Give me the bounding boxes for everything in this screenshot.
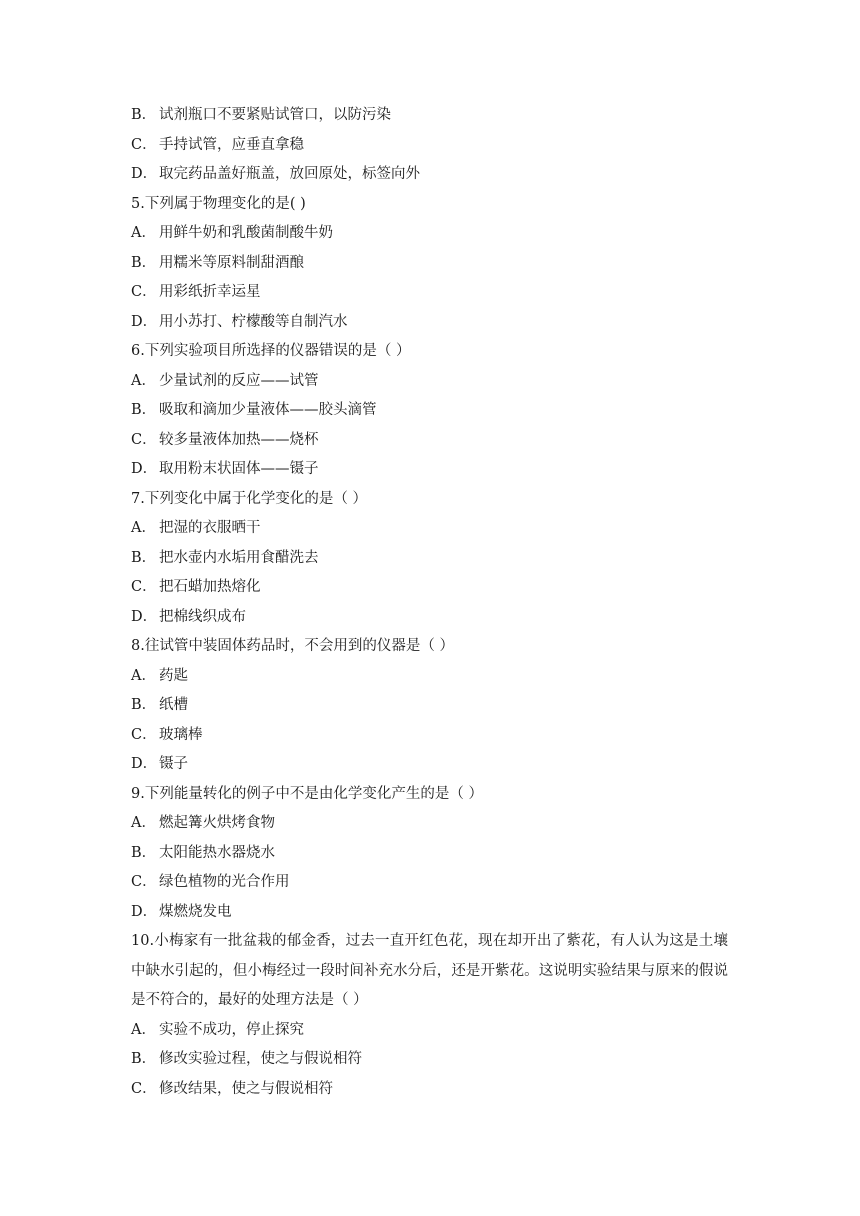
question-list	[131, 101, 731, 1104]
option-b	[131, 396, 731, 426]
option-text: 燃起篝火烘烤食物	[159, 815, 275, 831]
option-text: 镊子	[159, 756, 188, 772]
question-stem: 9.下列能量转化的例子中不是由化学变化产生的是（ ）	[131, 785, 483, 802]
option-letter: C．	[131, 1080, 157, 1097]
option-letter: C．	[131, 726, 157, 743]
option-b	[131, 1045, 731, 1075]
option-letter: B．	[131, 402, 157, 418]
option-a	[131, 367, 731, 397]
option-letter: D．	[131, 756, 158, 772]
option-b	[131, 691, 731, 721]
option-text: 少量试剂的反应——试管	[159, 372, 319, 389]
option-d	[131, 455, 731, 485]
option-letter: B．	[131, 254, 157, 271]
option-text: 把湿的衣服晒干	[159, 520, 261, 536]
question-7	[131, 485, 731, 633]
option-text: 纸槽	[159, 697, 188, 713]
option-letter: D．	[131, 166, 158, 182]
option-text: 太阳能热水器烧水	[159, 844, 275, 861]
option-letter: C．	[131, 284, 157, 300]
option-letter: A．	[131, 372, 156, 389]
option-text: 用糯米等原料制甜酒酿	[159, 254, 304, 271]
question-stem: 10.小梅家有一批盆栽的郁金香，过去一直开红色花，现在却开出了紫花，有人认为这是土壤中缺水引起的，但小梅经过一段时间补充水分后，还是开紫花。这说明实验结果与原来的假说是不符合的，最好的处理方法是（ ）	[131, 933, 728, 1008]
option-text: 绿色植物的光合作用	[159, 874, 290, 890]
question-stem: 7.下列变化中属于化学变化的是（ ）	[131, 490, 367, 507]
option-text: 用鲜牛奶和乳酸菌制酸牛奶	[159, 225, 333, 241]
option-text: 取完药品盖好瓶盖，放回原处，标签向外	[159, 166, 420, 182]
option-c	[131, 868, 731, 898]
option-c	[131, 721, 731, 751]
option-text: 取用粉末状固体——镊子	[159, 461, 319, 477]
option-d	[131, 750, 731, 780]
option-letter: C．	[131, 579, 157, 595]
option-a	[131, 219, 731, 249]
option-letter: A．	[131, 815, 156, 831]
option-letter: B．	[131, 549, 157, 566]
option-text: 把石蜡加热熔化	[159, 579, 261, 595]
option-letter: C．	[131, 431, 157, 448]
question-4-options	[131, 101, 731, 190]
option-text: 用彩纸折幸运星	[159, 284, 261, 300]
option-letter: C．	[131, 874, 157, 890]
question-5	[131, 190, 731, 338]
question-stem: 5.下列属于物理变化的是( )	[131, 195, 306, 212]
option-c	[131, 1075, 731, 1105]
option-d	[131, 160, 731, 190]
question-9	[131, 780, 731, 928]
question-stem: 6.下列实验项目所选择的仪器错误的是（ ）	[131, 343, 411, 359]
option-a	[131, 809, 731, 839]
option-text: 玻璃棒	[159, 726, 203, 743]
option-letter: B．	[131, 107, 157, 123]
option-c	[131, 131, 731, 161]
option-letter: B．	[131, 1051, 157, 1067]
option-a	[131, 514, 731, 544]
option-letter: A．	[131, 520, 156, 536]
option-d	[131, 898, 731, 928]
option-letter: D．	[131, 313, 158, 330]
option-letter: A．	[131, 225, 156, 241]
option-d	[131, 308, 731, 338]
question-stem: 8.往试管中装固体药品时，不会用到的仪器是（ ）	[131, 638, 454, 654]
option-text: 较多量液体加热——烧杯	[159, 431, 319, 448]
option-text: 实验不成功，停止探究	[159, 1021, 304, 1038]
option-c	[131, 573, 731, 603]
option-a	[131, 662, 731, 692]
option-b	[131, 839, 731, 869]
option-text: 把水壶内水垢用食醋洗去	[159, 549, 319, 566]
option-letter: A．	[131, 667, 156, 684]
option-d	[131, 603, 731, 633]
option-b	[131, 101, 731, 131]
option-letter: D．	[131, 461, 158, 477]
option-b	[131, 249, 731, 279]
option-b	[131, 544, 731, 574]
option-text: 试剂瓶口不要紧贴试管口，以防污染	[159, 107, 391, 123]
option-text: 手持试管，应垂直拿稳	[159, 136, 304, 153]
option-text: 修改结果，使之与假说相符	[159, 1080, 333, 1097]
option-c	[131, 278, 731, 308]
option-letter: C．	[131, 136, 157, 153]
question-10	[131, 927, 731, 1104]
option-letter: B．	[131, 844, 157, 861]
option-text: 药匙	[159, 667, 188, 684]
question-8	[131, 632, 731, 780]
question-6	[131, 337, 731, 485]
option-letter: B．	[131, 697, 157, 713]
option-letter: D．	[131, 608, 158, 625]
option-text: 把棉线织成布	[159, 608, 246, 625]
option-text: 吸取和滴加少量液体——胶头滴管	[159, 402, 377, 418]
option-text: 用小苏打、柠檬酸等自制汽水	[159, 313, 348, 330]
option-letter: A．	[131, 1021, 156, 1038]
option-letter: D．	[131, 903, 158, 920]
option-c	[131, 426, 731, 456]
option-text: 修改实验过程，使之与假说相符	[159, 1051, 362, 1067]
option-a	[131, 1016, 731, 1046]
option-text: 煤燃烧发电	[159, 903, 232, 920]
